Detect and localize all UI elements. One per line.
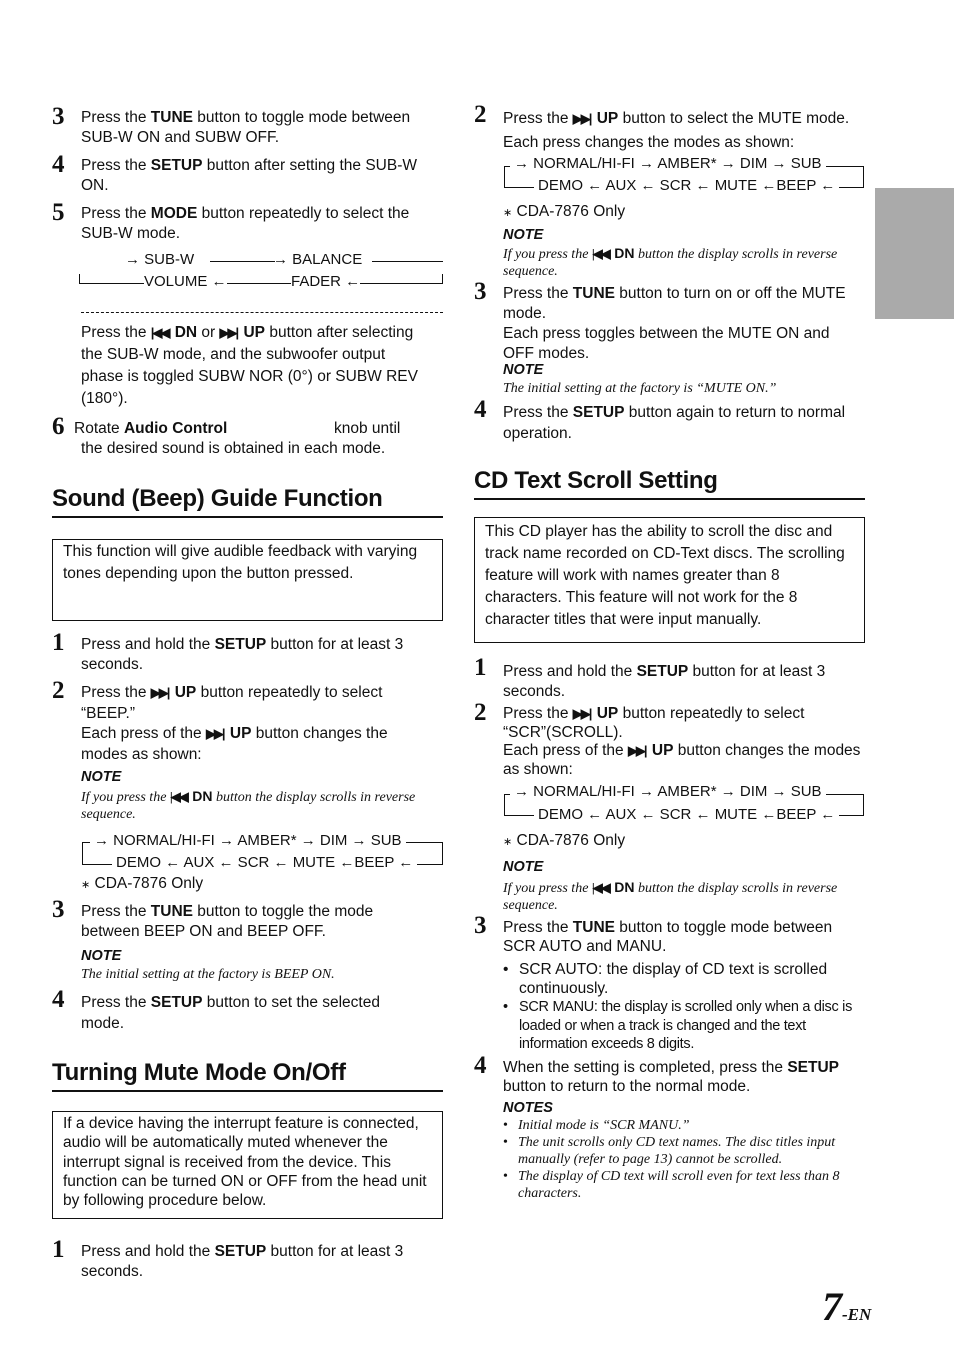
note-label: NOTE (503, 859, 544, 875)
step-text: When the setting is completed, press the SETUP button to return to the normal mode. (503, 1059, 840, 1095)
notes-list (503, 1117, 855, 1202)
section-title-beep: Sound (Beep) Guide Function (52, 485, 383, 512)
step-text: Press the SETUP button after setting the SUB-W ON. (81, 157, 417, 194)
step-number: 1 (52, 629, 65, 656)
step-number: 1 (474, 654, 487, 681)
step-number: 4 (52, 151, 65, 178)
step-number: 4 (474, 1052, 487, 1079)
note-label: NOTE (503, 227, 544, 243)
note-label: NOTE (81, 948, 122, 964)
step-text: Press the SETUP button again to return to normal operation. (503, 404, 846, 442)
cycle-top-row: → SUB-W → BALANCE (125, 251, 445, 271)
section-title-mute: Turning Mute Mode On/Off (52, 1059, 346, 1086)
note-text: If you press the |◀◀ DN button the display scrolls in reverse sequence. (503, 245, 838, 279)
list-item: • Initial mode is “SCR MANU.” (503, 1117, 855, 1134)
cycle-top-row: → NORMAL/HI-FI → AMBER* → DIM → SUB (90, 832, 406, 849)
note-label: NOTE (503, 362, 544, 378)
step-text: Rotate Audio Control knob until the desired sound is obtained in each mode. (74, 420, 401, 457)
notes-label: NOTES (503, 1100, 553, 1116)
cycle-top-row: → NORMAL/HI-FI → AMBER* → DIM → SUB (510, 155, 826, 172)
side-tab (875, 188, 954, 319)
note-text: The initial setting at the factory is “MUTE ON.” (503, 381, 777, 396)
step-text: Press the SETUP button to set the selected mode. (81, 994, 380, 1032)
cycle-bottom-row: DEMO ← AUX ← SCR ← MUTE ←BEEP ← (112, 854, 417, 871)
footnote: ∗ CDA-7876 Only (503, 203, 626, 220)
step-number: 4 (52, 986, 65, 1013)
footnote: ∗ CDA-7876 Only (503, 832, 626, 849)
page-number: 7-EN (822, 1284, 872, 1329)
step-text: Press the TUNE button to toggle mode between SUB-W ON and SUBW OFF. (81, 109, 411, 146)
note-text: If you press the |◀◀ DN button the display scrolls in reverse sequence. (81, 788, 416, 822)
dn-up-text: Press the |◀◀ DN or ▶▶| UP button after selecting the SUB-W mode, and the subwoofer output phase is toggled SUBW NOR (0°) or SUBW REV (180°). (81, 324, 418, 407)
footnote: ∗ CDA-7876 Only (81, 875, 204, 892)
step-text: Press the TUNE button to toggle the mode between BEEP ON and BEEP OFF. (81, 903, 374, 940)
note-text: The initial setting at the factory is BEEP ON. (81, 967, 335, 982)
step-text: Press the ▶▶| UP button repeatedly to select “BEEP.” Each press of the ▶▶| UP button changes the modes as shown: (81, 684, 388, 763)
note-text: If you press the |◀◀ DN button the display scrolls in reverse sequence. (503, 879, 838, 913)
dashed-divider (81, 312, 443, 313)
step-text: Press the TUNE button to toggle mode between SCR AUTO and MANU. (503, 919, 833, 955)
step-number: 4 (474, 396, 487, 423)
step-text: Press the TUNE button to turn on or off the MUTE mode. Each press toggles between the MUTE ON and OFF modes. (503, 285, 846, 362)
step-text: Press and hold the SETUP button for at least 3 seconds. (81, 1243, 404, 1280)
step-number: 3 (52, 103, 65, 130)
section-rule (52, 1090, 443, 1092)
list-item: • SCR AUTO: the display of CD text is scrolled continuously. (503, 960, 863, 998)
intro-box: This function will give audible feedback with varying tones depending upon the button pressed. (52, 539, 443, 621)
step-number: 5 (52, 199, 65, 226)
mode-bullet-list (503, 960, 863, 1054)
step-text: Press and hold the SETUP button for at least 3 seconds. (81, 636, 404, 673)
step-number: 6 (52, 413, 65, 440)
step-text: Press and hold the SETUP button for at least 3 seconds. (503, 663, 826, 700)
step-number: 2 (52, 677, 65, 704)
cycle-bottom-row: DEMO ← AUX ← SCR ← MUTE ←BEEP ← (534, 806, 839, 823)
step-number: 3 (52, 896, 65, 923)
section-rule (52, 516, 443, 518)
intro-box: This CD player has the ability to scroll the disc and track name recorded on CD-Text discs. The scrolling feature will work with names greater than 8 characters. This feature will not work for the 8 character titles that were input manually. (474, 517, 865, 643)
cycle-bottom-row: DEMO ← AUX ← SCR ← MUTE ←BEEP ← (534, 177, 839, 194)
section-title-cd-text: CD Text Scroll Setting (474, 467, 718, 494)
intro-box: If a device having the interrupt feature is connected, audio will be automatically muted whenever the interrupt signal is received from the device. This function can be turned ON or OFF from the head unit by following procedure below. (52, 1111, 443, 1219)
list-item: • The display of CD text will scroll even for text less than 8 characters. (503, 1168, 855, 1202)
list-item: • The unit scrolls only CD text names. The disc titles input manually (refer to page 13) cannot be scrolled. (503, 1134, 855, 1168)
section-rule (474, 498, 865, 500)
step-text: Press the ▶▶| UP button repeatedly to select “SCR”(SCROLL). Each press of the ▶▶| UP button changes the modes as shown: (503, 705, 861, 778)
cycle-top-row: → NORMAL/HI-FI → AMBER* → DIM → SUB (510, 783, 826, 800)
note-label: NOTE (81, 769, 122, 785)
cycle-bottom-row: VOLUME ← FADER ← (79, 273, 443, 293)
list-item: • SCR MANU: the display is scrolled only when a disc is loaded or when a track is changed and the text information exceeds 8 digits. (503, 998, 863, 1054)
step-text: Press the MODE button repeatedly to select the SUB-W mode. (81, 205, 410, 242)
step-number: 1 (52, 1236, 65, 1263)
step-number: 2 (474, 699, 487, 726)
step-number: 2 (474, 101, 487, 128)
step-text: Press the ▶▶| UP button to select the MUTE mode. Each press changes the modes as shown: (503, 110, 850, 151)
step-number: 3 (474, 278, 487, 305)
step-number: 3 (474, 912, 487, 939)
